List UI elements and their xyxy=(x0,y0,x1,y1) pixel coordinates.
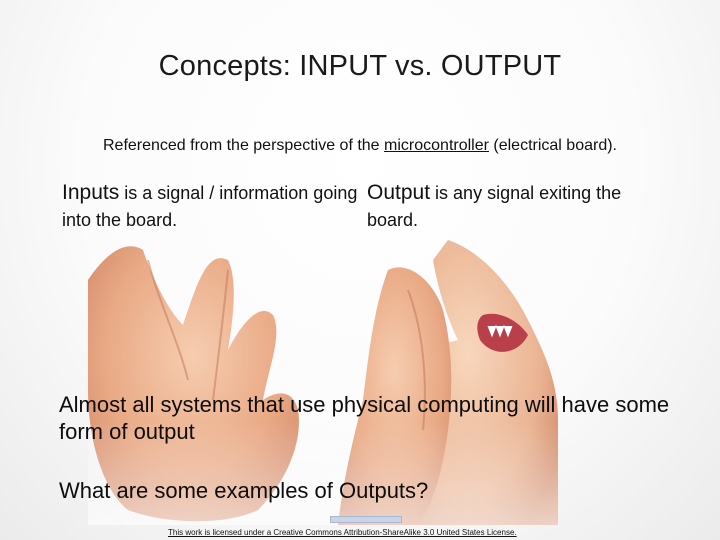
microcontroller-link[interactable]: microcontroller xyxy=(384,137,489,154)
slide-title: Concepts: INPUT vs. OUTPUT xyxy=(158,50,562,82)
cc-badge[interactable] xyxy=(330,516,402,523)
output-definition xyxy=(367,179,677,234)
subtitle-pre: Referenced from the perspective of the xyxy=(102,137,385,154)
output-paragraph: Almost all systems that use physical computing will have some form of output xyxy=(59,392,670,444)
inputs-text: is a signal / information going into the board. xyxy=(62,183,358,230)
output-term: Output xyxy=(367,181,431,204)
inputs-definition xyxy=(62,179,362,234)
slide-subtitle xyxy=(0,137,720,155)
license-link[interactable]: This work is licensed under a Creative Commons Attribution-ShareAlike 3.0 United States License. xyxy=(168,528,517,537)
inputs-term: Inputs xyxy=(62,181,120,204)
output-text: is any signal exiting the board. xyxy=(367,183,622,230)
examples-question: What are some examples of Outputs? xyxy=(59,478,429,503)
subtitle-post: (electrical board). xyxy=(488,137,617,154)
